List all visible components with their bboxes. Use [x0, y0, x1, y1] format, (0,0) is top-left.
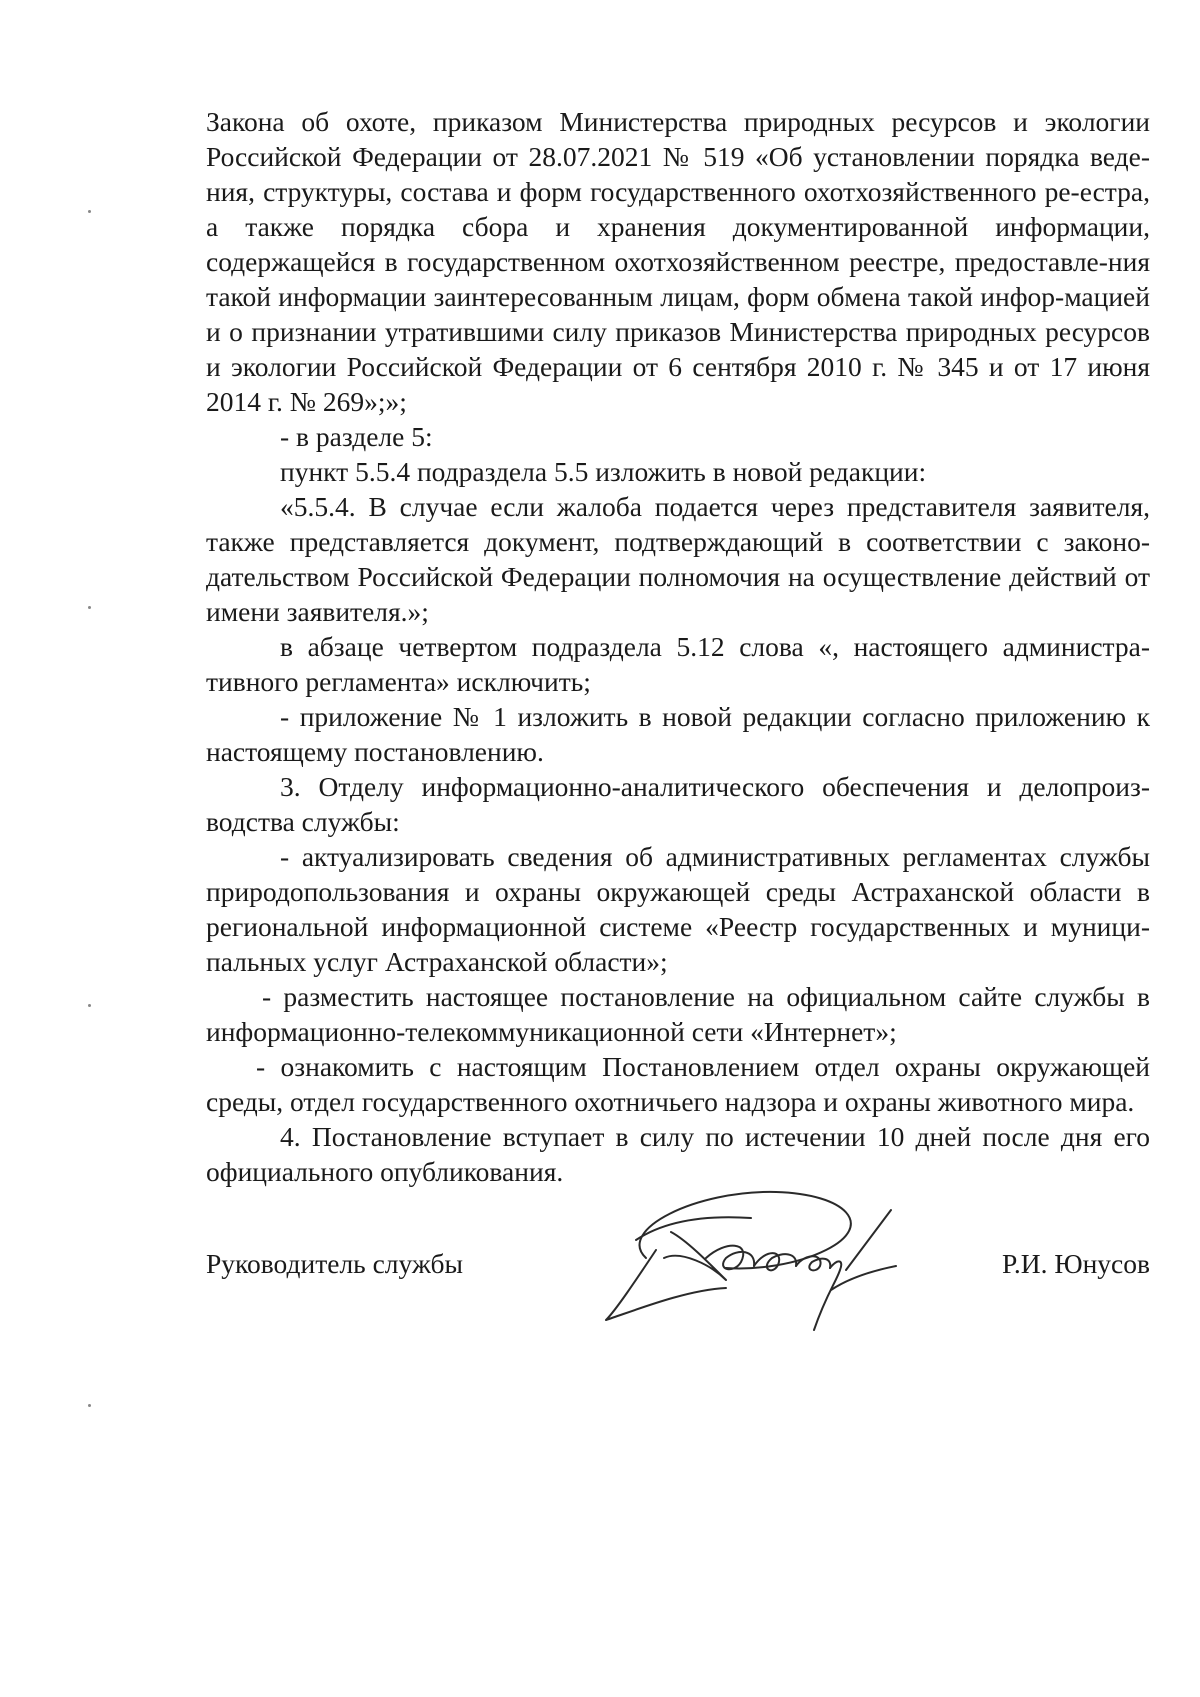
paragraph-publish-online: - разместить настоящее постановление на официальном сайте службы в информационно-телекоммуникационной сети «Интернет»; [206, 981, 1150, 1047]
scan-speck [88, 1004, 91, 1007]
paragraph-notify-departments: - ознакомить с настоящим Постановлением отдел охраны окружающей среды, отдел государственного охотничьего надзора и охраны животного мира. [206, 1051, 1150, 1117]
scan-speck [88, 606, 91, 609]
paragraph-hunting-law-reference: Закона об охоте, приказом Министерства природных ресурсов и экологии Российской Федерации от 28.07.2021 № 519 «Об установлении порядка веде-ния, структуры, состава и форм государственного охотхозяйственного ре-естра, а также порядка сбора и хранения документированной информации, содержащейся в государственном охотхозяйственном реестре, предоставле-ния такой информации заинтересованным лицам, форм обмена такой инфор-мацией и о признании утратившими силу приказов Министерства природных ресурсов и экологии Российской Федерации от 6 сентября 2010 г. № 345 и от 17 июня 2014 г. № 269»;»; [206, 106, 1150, 417]
paragraph-clause-5-5-4-intro: пункт 5.5.4 подраздела 5.5 изложить в новой редакции: [280, 456, 927, 487]
scan-speck [88, 210, 91, 213]
handwritten-signature [576, 1170, 936, 1340]
paragraph-subsection-5-12: в абзаце четвертом подраздела 5.12 слова «, настоящего администра-тивного регламента» исключить; [206, 631, 1150, 697]
document-body [206, 104, 1150, 1189]
signatory-name: Р.И. Юнусов [1001, 1248, 1150, 1279]
scan-speck [88, 1404, 91, 1407]
paragraph-item-3: 3. Отделу информационно-аналитического обеспечения и делопроиз-водства службы: [206, 771, 1150, 837]
paragraph-update-registry: - актуализировать сведения об административных регламентах службы природопользования и охраны окружающей среды Астраханской области в региональной информационной системе «Реестр государственных и муници-пальных услуг Астраханской области»; [206, 841, 1150, 977]
paragraph-clause-5-5-4-text: «5.5.4. В случае если жалоба подается через представителя заявителя, также представляется документ, подтверждающий в соответствии с законо-дательством Российской Федерации полномочия на осуществление действий от имени заявителя.»; [206, 491, 1150, 627]
signature-block [206, 1210, 1150, 1330]
paragraph-appendix-1: - приложение № 1 изложить в новой редакции согласно приложению к настоящему постановлению. [206, 701, 1150, 767]
paragraph-item-4-effective: 4. Постановление вступает в силу по истечении 10 дней после дня его официального опубликования. [206, 1121, 1150, 1187]
paragraph-section-5: - в разделе 5: [280, 421, 433, 452]
signatory-title: Руководитель службы [206, 1248, 464, 1279]
